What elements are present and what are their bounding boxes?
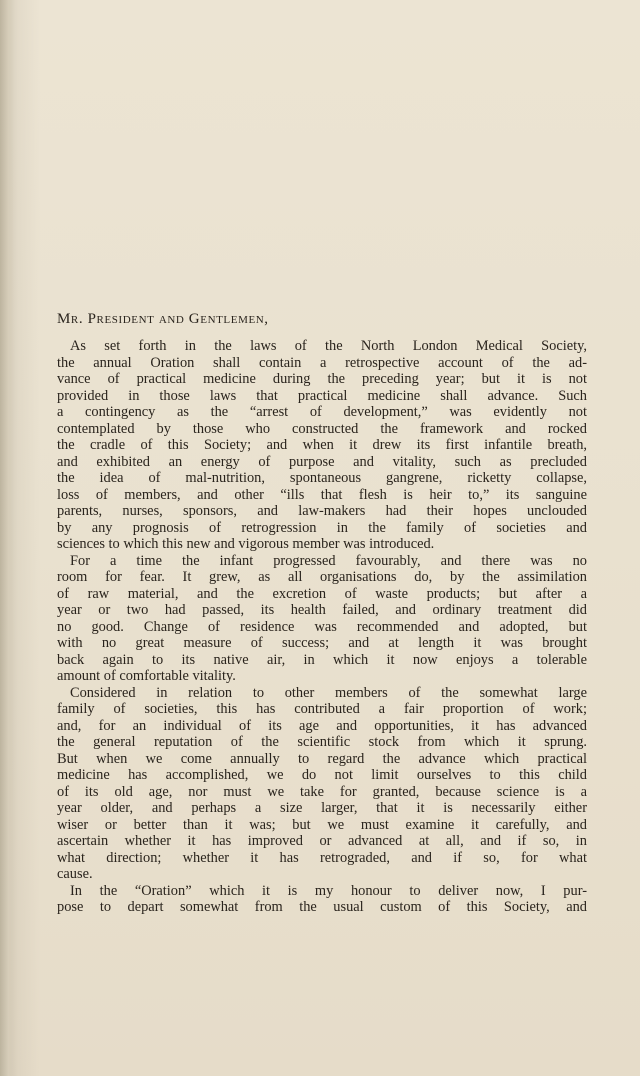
text-line: the idea of mal-nutrition, spontaneous gangrene, ricketty collapse, bbox=[57, 470, 587, 486]
salutation-heading: Mr. President and Gentlemen, bbox=[57, 311, 269, 327]
text-line: back again to its native air, in which it now enjoys a tolerable bbox=[57, 651, 587, 668]
text-line: year older, and perhaps a size larger, that it is necessarily either bbox=[57, 800, 587, 816]
text-line: and exhibited an energy of purpose and vitality, such as precluded bbox=[57, 453, 587, 470]
text-line: provided in those laws that practical medicine shall advance. Such bbox=[57, 387, 587, 404]
text-line: contemplated by those who constructed the framework and rocked bbox=[57, 420, 587, 437]
text-line: the general reputation of the scientific stock from which it sprung. bbox=[57, 734, 587, 750]
text-line: year or two had passed, its health failed, and ordinary treatment did bbox=[57, 602, 587, 618]
text-line: of its old age, nor must we take for granted, because science is a bbox=[57, 783, 587, 800]
text-line: with no great measure of success; and at length it was brought bbox=[57, 635, 587, 651]
text-line: loss of members, and other “ills that flesh is heir to,” its sanguine bbox=[57, 486, 587, 503]
text-line: As set forth in the laws of the North London Medical Society, bbox=[70, 338, 587, 354]
text-line: the annual Oration shall contain a retrospective account of the ad- bbox=[57, 354, 587, 371]
text-line: room for fear. It grew, as all organisations do, by the assimilation bbox=[57, 569, 587, 585]
text-line: vance of practical medicine during the preceding year; but it is not bbox=[57, 371, 587, 387]
text-line: no good. Change of residence was recommended and adopted, but bbox=[57, 618, 587, 635]
text-line: and, for an individual of its age and opportunities, it has advanced bbox=[57, 717, 587, 734]
binding-edge bbox=[0, 0, 14, 1076]
text-line: medicine has accomplished, we do not limit ourselves to this child bbox=[57, 767, 587, 783]
text-line: But when we come annually to regard the advance which practical bbox=[57, 750, 587, 767]
text-line: parents, nurses, sponsors, and law-makers had their hopes unclouded bbox=[57, 503, 587, 519]
text-line: For a time the infant progressed favourably, and there was no bbox=[70, 552, 587, 569]
text-line: ascertain whether it has improved or advanced at all, and if so, in bbox=[57, 833, 587, 849]
text-line: by any prognosis of retrogression in the family of societies and bbox=[57, 519, 587, 536]
text-line: the cradle of this Society; and when it drew its first infantile breath, bbox=[57, 437, 587, 453]
text-line: family of societies, this has contributed a fair proportion of work; bbox=[57, 701, 587, 717]
text-line: of raw material, and the excretion of waste products; but after a bbox=[57, 585, 587, 602]
text-line: a contingency as the “arrest of development,” was evidently not bbox=[57, 404, 587, 420]
text-line: what direction; whether it has retrograded, and if so, for what bbox=[57, 849, 587, 866]
text-line: Considered in relation to other members of the somewhat large bbox=[70, 684, 587, 701]
text-line: cause. bbox=[57, 866, 93, 882]
text-line: amount of comfortable vitality. bbox=[57, 668, 236, 684]
oration-body-text bbox=[57, 338, 587, 916]
text-line: In the “Oration” which it is my honour to deliver now, I pur- bbox=[70, 882, 587, 899]
text-line: sciences to which this new and vigorous member was introduced. bbox=[57, 536, 435, 552]
text-line: pose to depart somewhat from the usual custom of this Society, and bbox=[57, 899, 587, 915]
text-line: wiser or better than it was; but we must examine it carefully, and bbox=[57, 816, 587, 833]
